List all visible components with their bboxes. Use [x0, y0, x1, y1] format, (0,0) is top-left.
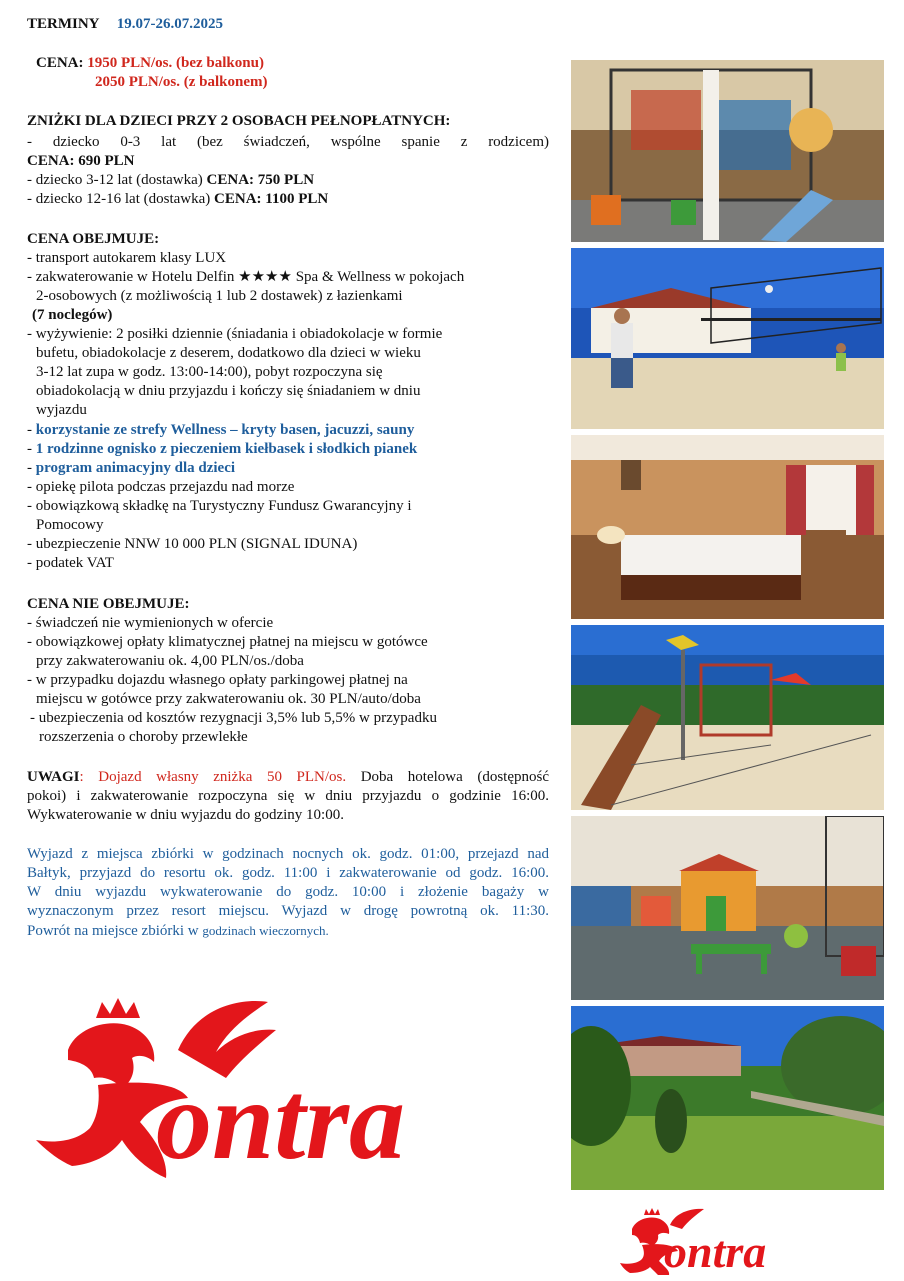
kontra-logo-text: ontra	[156, 1059, 405, 1183]
includes-line: - podatek VAT	[27, 555, 114, 571]
playground-image-icon	[571, 60, 884, 242]
includes-line: 2-osobowych (z możliwością 1 lub 2 dostawek) z łazienkami	[36, 288, 403, 304]
excludes-line: przy zakwaterowaniu ok. 4,00 PLN/os./doba	[36, 653, 304, 669]
kontra-logo-icon	[28, 990, 480, 1190]
photo-hotel-room	[571, 435, 884, 619]
includes-line: - ubezpieczenie NNW 10 000 PLN (SIGNAL IDUNA)	[27, 536, 358, 552]
includes-line: - opiekę pilota podczas przejazdu nad morze	[27, 479, 295, 495]
notes-line-1: pokoi) i zakwaterowanie rozpoczyna się w dniu przyjazdu o godzinie 16:00.	[27, 788, 549, 804]
child-discounts-heading: ZNIŻKI DLA DZIECI PRZY 2 OSOBACH PEŁNOPŁATNYCH:	[27, 113, 451, 129]
child-discount-2	[27, 190, 328, 209]
child-discount-2-price: CENA: 1100 PLN	[214, 191, 329, 207]
travel-line-last	[27, 921, 329, 941]
includes-line: (7 noclegów)	[32, 307, 113, 323]
photo-hotel-garden	[571, 1006, 884, 1190]
kids-room-image-icon	[571, 816, 884, 1000]
outdoor-playground-image-icon	[571, 625, 884, 810]
includes-line: bufetu, obiadokolacje z deserem, dodatkowo dla dzieci w wieku	[36, 345, 421, 361]
notes-text: Doba hotelowa (dostępność	[346, 769, 549, 785]
price-label: CENA:	[36, 55, 84, 71]
excludes-line: - w przypadku dojazdu własnego opłaty parkingowej płatnej na	[27, 672, 408, 688]
kontra-logo-large	[28, 990, 480, 1190]
price-no-balcony: 1950 PLN/os. (bez balkonu)	[87, 55, 264, 71]
includes-line: Pomocowy	[36, 517, 104, 533]
includes-line: - wyżywienie: 2 posiłki dziennie (śniadania i obiadokolacje w formie	[27, 326, 443, 342]
includes-line: obiadokolacją w dniu przyjazdu i kończy się śniadaniem w dniu	[36, 383, 421, 399]
includes-line: - transport autokarem klasy LUX	[27, 250, 227, 266]
terms-line	[27, 15, 223, 34]
child-discount-1-text: - dziecko 3-12 lat (dostawka)	[27, 172, 207, 188]
travel-last-a: Powrót na miejsce zbiórki w	[27, 923, 203, 939]
volleyball-image-icon	[571, 248, 884, 429]
child-discount-1	[27, 171, 314, 190]
photo-indoor-playground	[571, 60, 884, 242]
excludes-line: - świadczeń nie wymienionych w ofercie	[27, 615, 274, 631]
kontra-logo-small	[618, 1205, 828, 1275]
child-discount-0-price: CENA: 690 PLN	[27, 153, 135, 169]
includes-line: - zakwaterowanie w Hotelu Delfin ★★★★ Spa & Wellness w pokojach	[27, 269, 465, 285]
photo-outdoor-playground	[571, 625, 884, 810]
photo-kids-room	[571, 816, 884, 1000]
travel-line: W dniu wyjazdu wykwaterowanie do godz. 10:00 i złożenie bagaży w	[27, 884, 549, 900]
child-discount-1-price: CENA: 750 PLN	[206, 172, 315, 188]
notes-line-0	[27, 768, 549, 787]
excludes-line: rozszerzenia o choroby przewlekłe	[39, 729, 248, 745]
kontra-logo-small-icon	[618, 1205, 828, 1275]
notes-colon: :	[79, 769, 99, 785]
excludes-line: - ubezpieczenia od kosztów rezygnacji 3,5% lub 5,5% w przypadku	[30, 710, 437, 726]
includes-line: - obowiązkową składkę na Turystyczny Fundusz Gwarancyjny i	[27, 498, 412, 514]
photo-beach-volleyball	[571, 248, 884, 429]
includes-bonfire: - 1 rodzinne ognisko z pieczeniem kiełbasek i słodkich pianek	[27, 441, 418, 457]
includes-wellness: - korzystanie ze strefy Wellness – kryty basen, jacuzzi, sauny	[27, 422, 415, 438]
includes-heading: CENA OBEJMUJE:	[27, 231, 160, 247]
kontra-logo-small-text: ontra	[664, 1226, 767, 1275]
includes-wellness-text: korzystanie ze strefy Wellness – kryty basen, jacuzzi, sauny	[35, 422, 415, 438]
includes-animation-text: program animacyjny dla dzieci	[35, 460, 236, 476]
terms-label: TERMINY	[27, 16, 99, 32]
travel-line: wyznaczonym przez resort miejscu. Wyjazd w drogę powrotną ok. 11:30.	[27, 903, 549, 919]
excludes-line: - obowiązkowej opłaty klimatycznej płatnej na miejscu w gotówce	[27, 634, 428, 650]
includes-bonfire-text: 1 rodzinne ognisko z pieczeniem kiełbasek i słodkich pianek	[35, 441, 418, 457]
excludes-line: miejscu w gotówce przy zakwaterowaniu ok. 30 PLN/auto/doba	[36, 691, 421, 707]
includes-line: 3-12 lat zupa w godz. 13:00-14:00), pobyt rozpoczyna się	[36, 364, 383, 380]
travel-line: Wyjazd z miejsca zbiórki w godzinach nocnych ok. godz. 01:00, przejazd nad	[27, 846, 549, 862]
includes-line: wyjazdu	[36, 402, 87, 418]
excludes-heading: CENA NIE OBEJMUJE:	[27, 596, 190, 612]
includes-animation: - program animacyjny dla dzieci	[27, 460, 236, 476]
child-discount-2-text: - dziecko 12-16 lat (dostawka)	[27, 191, 215, 207]
terms-dates: 19.07-26.07.2025	[116, 16, 223, 32]
notes-label: UWAGI	[27, 769, 80, 785]
price-block	[36, 54, 264, 73]
notes-highlight: Dojazd własny zniżka 50 PLN/os.	[98, 769, 347, 785]
travel-line: Bałtyk, przyjazd do resortu ok. godz. 11:00 i zakwaterowanie od godz. 16:00.	[27, 865, 549, 881]
price-balcony: 2050 PLN/os. (z balkonem)	[95, 74, 268, 90]
garden-image-icon	[571, 1006, 884, 1190]
travel-last-b: godzinach wieczornych.	[202, 923, 329, 938]
child-discount-0: - dziecko 0-3 lat (bez świadczeń, wspólne spanie z rodzicem)	[27, 134, 549, 150]
notes-line-2: Wykwaterowanie w dniu wyjazdu do godziny 10:00.	[27, 807, 344, 823]
hotel-room-image-icon	[571, 435, 884, 619]
